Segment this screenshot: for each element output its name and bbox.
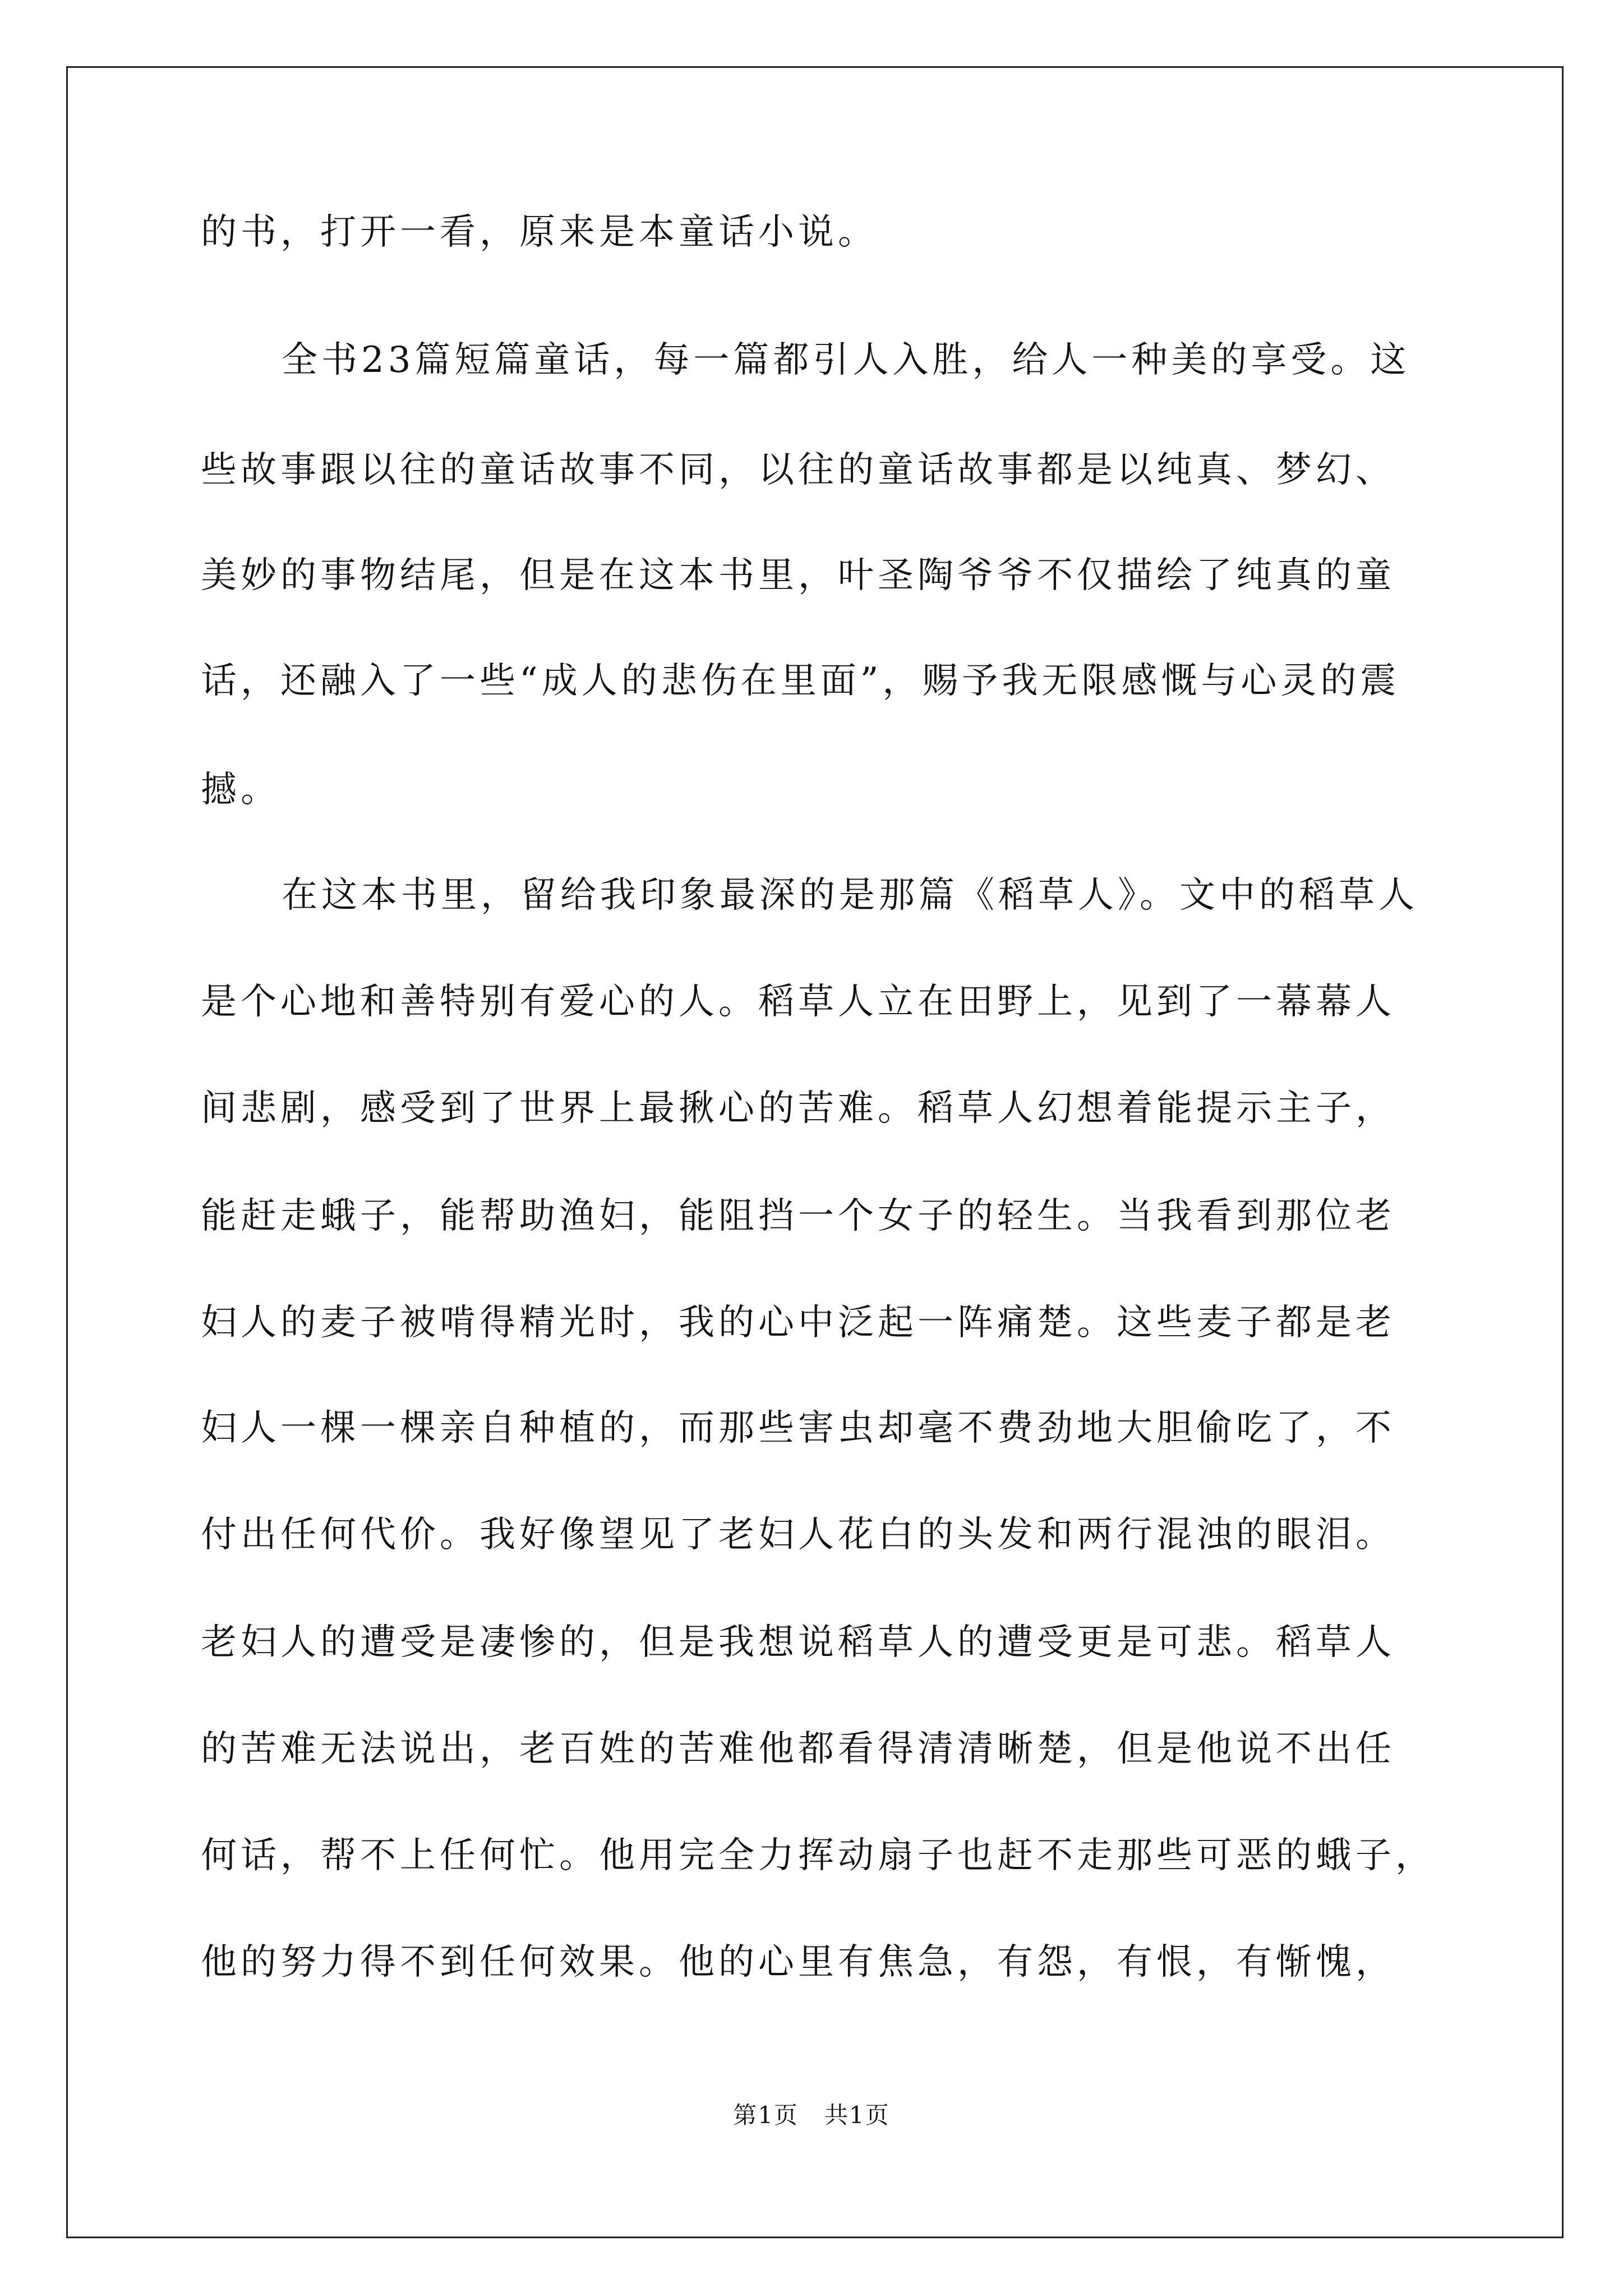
text-line: 是个心地和善特别有爱心的人。稻草人立在田野上，见到了一幕幕人 [201,981,1395,1023]
text-line: 在这本书里，留给我印象最深的是那篇《稻草人》。文中的稻草人 [282,875,1418,916]
text-line: 话，还融入了一些“成人的悲伤在里面”，赐予我无限感慨与心灵的震 [201,660,1400,702]
text-line: 老妇人的遭受是凄惨的，但是我想说稻草人的遭受更是可悲。稻草人 [201,1622,1395,1663]
text-line: 付出任何代价。我好像望见了老妇人花白的头发和两行混浊的眼泪。 [201,1514,1395,1556]
text-line: 妇人的麦子被啃得精光时，我的心中泛起一阵痛楚。这些麦子都是老 [201,1302,1395,1343]
text-line: 撼。 [201,769,280,811]
text-line: 的书，打开一看，原来是本童话小说。 [201,211,878,253]
text-line: 妇人一棵一棵亲自种植的，而那些害虫却毫不费劲地大胆偷吃了，不 [201,1407,1395,1449]
page-border [66,66,1564,2238]
text-line: 全书23篇短篇童话，每一篇都引人入胜，给人一种美的享受。这 [282,339,1410,381]
text-line: 他的努力得不到任何效果。他的心里有焦急，有怨，有恨，有惭愧， [201,1941,1395,1983]
text-line: 何话，帮不上任何忙。他用完全力挥动扇子也赶不走那些可恶的蛾子， [201,1835,1435,1876]
page-number-footer: 第1页 共1页 [733,2101,890,2129]
text-line: 美妙的事物结尾，但是在这本书里，叶圣陶爷爷不仅描绘了纯真的童 [201,555,1395,596]
text-line: 些故事跟以往的童话故事不同，以往的童话故事都是以纯真、梦幻、 [201,449,1395,491]
text-line: 间悲剧，感受到了世界上最揪心的苦难。稻草人幻想着能提示主子， [201,1088,1395,1129]
text-line: 的苦难无法说出，老百姓的苦难他都看得清清晰楚，但是他说不出任 [201,1728,1395,1770]
text-line: 能赶走蛾子，能帮助渔妇，能阻挡一个女子的轻生。当我看到那位老 [201,1195,1395,1237]
